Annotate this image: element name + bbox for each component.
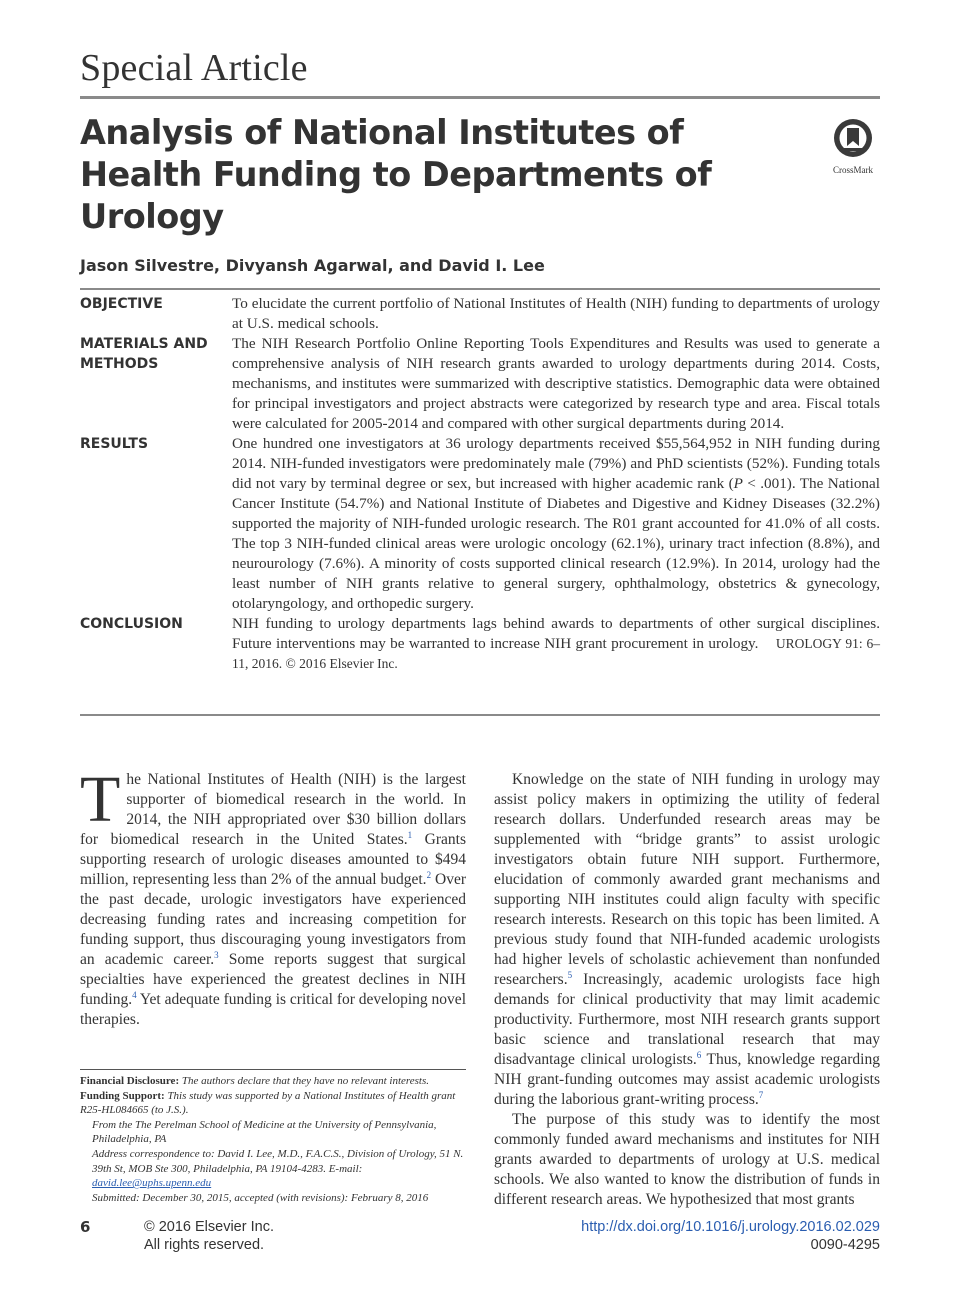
doi-link[interactable]: http://dx.doi.org/10.1016/j.urology.2016.02.029 — [581, 1219, 880, 1235]
abstract-text — [232, 614, 880, 674]
body-paragraph — [494, 770, 880, 1110]
copyright-block — [144, 1218, 274, 1254]
header-rule — [80, 96, 880, 99]
ref-link[interactable]: 2 — [426, 869, 432, 880]
footnote-label: Funding Support: — [80, 1089, 165, 1102]
doi-block — [581, 1218, 880, 1254]
footnote-text: This study was supported by a National Institutes of Health grant R25-HL084665 (to J.S.). — [80, 1089, 456, 1117]
ref-link[interactable]: 4 — [132, 989, 137, 1000]
results-text-a: One hundred one investigators at 36 urology departments received $55,564,952 in NIH funding during 2014. NIH-funded investigators were predominately male (79%) and PhD scientists (52%). Funding totals did not vary by terminal degree or sex, but increased with higher academic rank ( — [232, 435, 880, 492]
abstract-text: The NIH Research Portfolio Online Reporting Tools Expenditures and Results was used to generate a comprehensive analysis of NIH research grants awarded to urology departments during 2014. Costs, mechanisms, and institutes were summarized with descriptive statistics. Demographic data were obtained for principal investigators and project abstracts were categorized by research type and area. Fiscal totals were calculated for 2005-2014 and compared with other surgical departments during 2014. — [232, 335, 880, 432]
abstract-top-rule — [80, 288, 880, 290]
abstract-text: To elucidate the current portfolio of National Institutes of Health (NIH) funding to departments of urology at U.S. medical schools. — [232, 295, 880, 332]
conclusion-text: NIH funding to urology departments lags behind awards to departments of other surgical disciplines. Future interventions may be warranted to increase NIH grant procurement in urology. — [232, 615, 880, 652]
footnote-text: Submitted: December 30, 2015, accepted (with revisions): February 8, 2016 — [92, 1191, 429, 1204]
footnote-submitted — [80, 1191, 466, 1206]
article-title: Analysis of National Institutes of Health Funding to Departments of Urology — [80, 113, 712, 236]
text-run: Thus, knowledge regarding NIH grant-funding outcomes may assist academic urologists during the laborious grant-writing process. — [494, 1051, 880, 1108]
author-list: Jason Silvestre, Divyansh Agarwal, and David I. Lee — [80, 256, 545, 275]
abstract-heading: CONCLUSION — [80, 616, 183, 632]
crossmark-label: CrossMark — [833, 165, 873, 175]
page-number: 6 — [80, 1218, 91, 1236]
footnotes — [80, 1074, 466, 1205]
text-run: Grants supporting research of urologic diseases amounted to $494 million, representing less than 2% of the annual budget. — [80, 831, 466, 888]
copyright-text: © 2016 Elsevier Inc. — [144, 1219, 274, 1235]
ref-link[interactable]: 5 — [567, 969, 573, 980]
footnote-affiliation — [80, 1118, 466, 1147]
text-run: Some reports suggest that surgical specialties have experienced the greatest declines in NIH funding. — [80, 951, 466, 1008]
footnote-label: Financial Disclosure: — [80, 1075, 180, 1087]
crossmark-icon — [833, 118, 873, 158]
text-run: Increasingly, academic urologists face high demands for clinical productivity that may limit academic productivity. Furthermore, most NIH research grants support basic science and translational research that may disadvantage clinical urologists. — [494, 971, 880, 1068]
abstract-text — [232, 434, 880, 614]
body-column-left — [80, 763, 466, 1030]
footnote-rule — [80, 1069, 466, 1070]
rights-text: All rights reserved. — [144, 1237, 265, 1253]
body-column-right — [494, 770, 880, 1210]
section-label: Special Article — [80, 47, 308, 89]
footnote-text: From the The Perelman School of Medicine at the University of Pennsylvania, Philadelphia, PA — [92, 1118, 437, 1146]
citation: UROLOGY 91: 6–11, 2016. © 2016 Elsevier Inc. — [232, 636, 881, 671]
body-paragraph: The purpose of this study was to identify the most commonly funded award mechanisms and institutes for NIH grants awarded to departments of urology at U.S. medical schools. We also wanted to know the distribution of funds in different research areas. We hypothesized that most grants — [494, 1111, 880, 1208]
abstract-heading: MATERIALS AND METHODS — [80, 336, 208, 372]
footnote-text: The authors declare that they have no relevant interests. — [179, 1075, 429, 1087]
abstract-heading: RESULTS — [80, 436, 149, 452]
ref-link[interactable]: 3 — [214, 949, 219, 960]
abstract-results — [80, 434, 880, 614]
footnote-funding — [80, 1089, 466, 1118]
results-text-b: < .001). The National Cancer Institute (54.7%) and National Institute of Diabetes and Digestive and Kidney Diseases (32.2%) supported the majority of NIH-funded urologic research. The R01 grant accounted for 41.0% of all costs. The top 3 NIH-funded clinical areas were urologic oncology (62.1%), urinary tract infection (8.8%), and neurourology (7.6%). A minority of costs supported clinical research (12.9%). In 2014, urology had the least number of NIH grants relative to general surgery, ophthalmology, obstetrics & gynecology, otolaryngology, and orthopedic surgery. — [232, 475, 880, 612]
abstract-conclusion — [80, 614, 880, 674]
text-run: Yet adequate funding is critical for developing novel therapies. — [80, 991, 466, 1028]
abstract-objective — [80, 294, 880, 334]
abstract-heading: OBJECTIVE — [80, 296, 163, 312]
footnote-disclosure — [80, 1074, 466, 1089]
email-link[interactable]: david.lee@uphs.upenn.edu — [92, 1177, 212, 1190]
text-run: Over the past decade, urologic investigators have experienced decreasing funding rates and increasing competition for funding support, thus discouraging young investigators from an academic career. — [80, 871, 466, 968]
issn-text: 0090-4295 — [810, 1237, 880, 1253]
ref-link[interactable]: 1 — [407, 829, 413, 840]
p-symbol: P — [733, 475, 743, 492]
footnote-correspondence — [80, 1147, 466, 1191]
footnote-text: Address correspondence to: David I. Lee, M.D., F.A.C.S., Division of Urology, 51 N. 39th St, MOB Ste 300, Philadelphia, PA 19104-4283. E-mail: — [92, 1147, 464, 1175]
body-paragraph — [80, 763, 466, 1030]
abstract — [80, 294, 880, 674]
ref-link[interactable]: 6 — [696, 1049, 702, 1060]
abstract-bottom-rule — [80, 714, 880, 716]
text-run: he National Institutes of Health (NIH) is the largest supporter of biomedical research in the world. In 2014, the NIH appropriated over $30 billion dollars for biomedical research in the United States. — [80, 771, 466, 848]
text-run: Knowledge on the state of NIH funding in urology may assist policy makers in optimizing the utility of federal research dollars. Underfunded research areas may be supplemented with “bridge grants” to assist urologic investigators obtain future NIH support. Furthermore, elucidation of commonly awarded grant mechanisms and supporting NIH institutes could align faculty with specific research interests. Research on this topic has been limited. A previous study found that NIH-funded academic urologists had higher levels of scholastic achievement than nonfunded researchers. — [494, 771, 880, 988]
crossmark-badge[interactable] — [826, 118, 880, 175]
abstract-methods — [80, 334, 880, 434]
drop-cap: T — [80, 763, 121, 836]
ref-link[interactable]: 7 — [758, 1089, 764, 1100]
